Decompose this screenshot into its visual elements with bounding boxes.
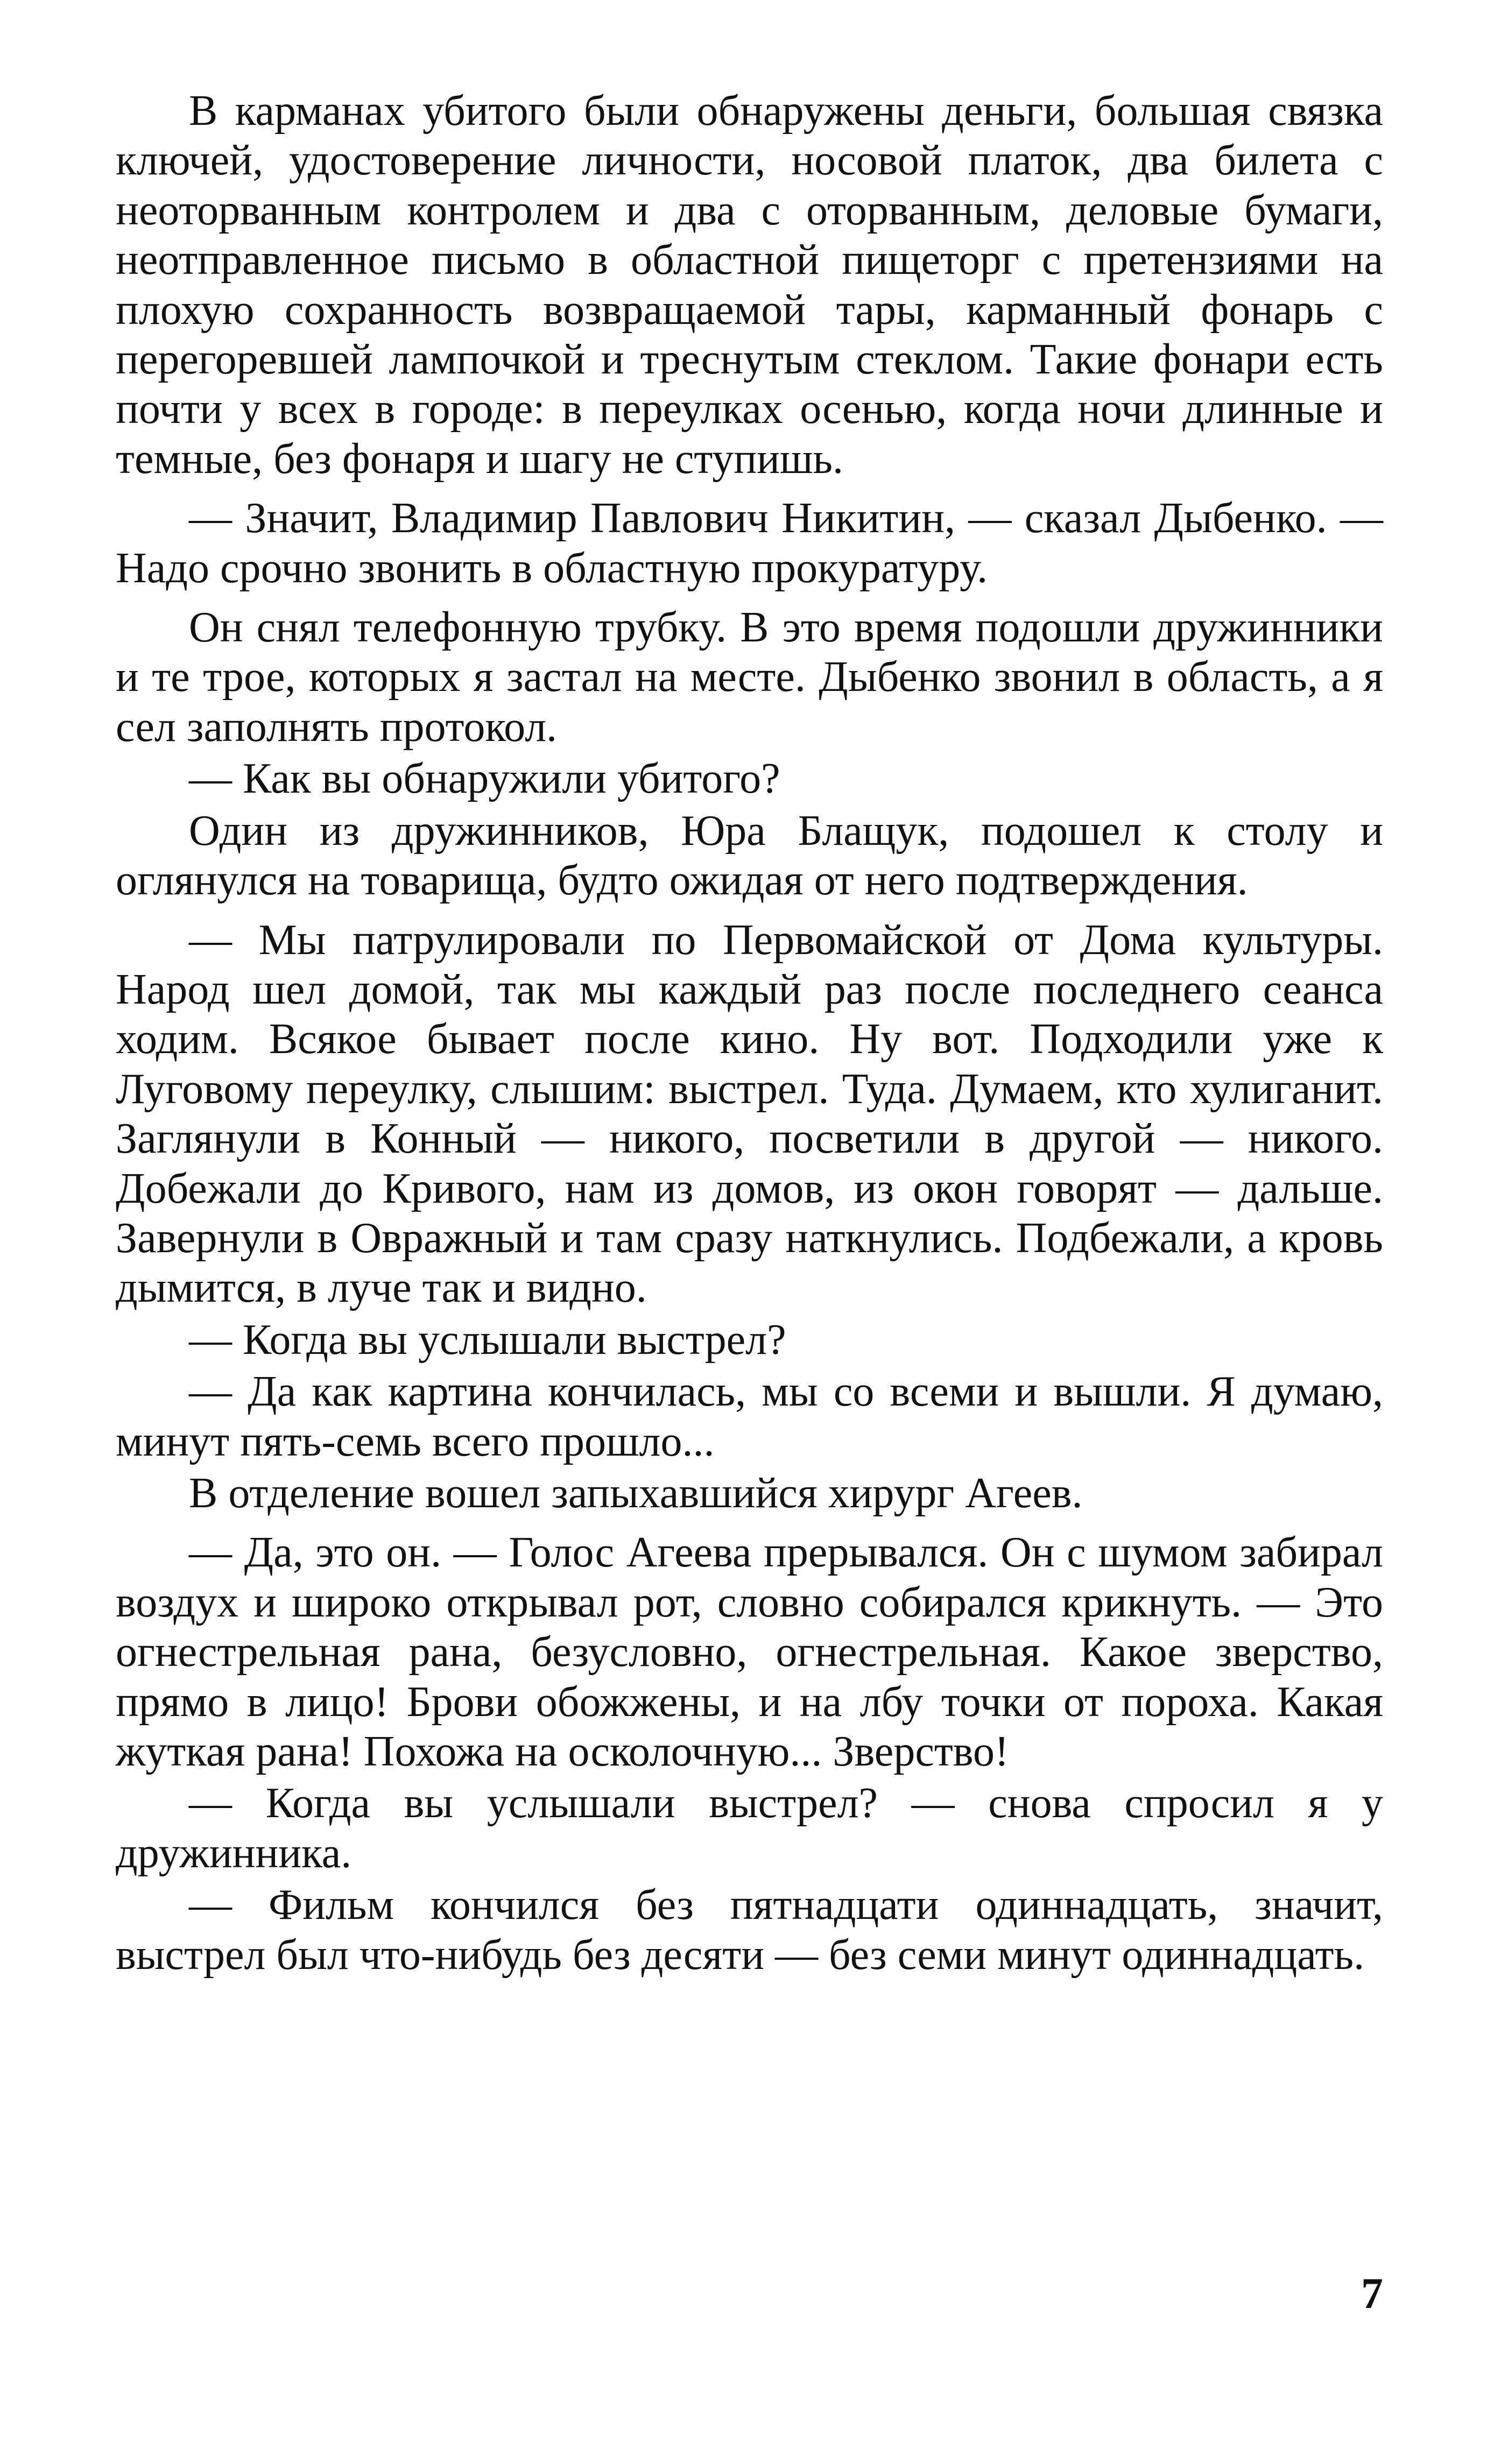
paragraph: Один из дружинников, Юра Блащук, подошел к столу и оглянулся на товарища, будто ожидая от него подтверждения. xyxy=(116,807,1383,905)
paragraph: — Фильм кончился без пятнадцати одиннадцать, значит, выстрел был что-нибудь без десяти — без семи минут одиннадцать. xyxy=(116,1881,1383,1979)
page-body xyxy=(116,86,1383,1980)
paragraph: В отделение вошел запыхавшийся хирург Агеев. xyxy=(189,1469,1083,1517)
paragraph: — Когда вы услышали выстрел? xyxy=(189,1316,786,1364)
paragraph: В карманах убитого были обнаружены деньги, большая связка ключей, удостоверение личности, носовой платок, два билета с неоторванным контролем и два с оторванным, деловые бумаги, неотправленное письмо в областной пищеторг с претензиями на плохую сохранность возвращаемой тары, карманный фонарь с перегоревшей лампочкой и треснутым стеклом. Такие фонари есть почти у всех в городе: в переулках осенью, когда ночи длинные и темные, без фонаря и шагу не ступишь. xyxy=(116,87,1383,483)
paragraph: — Мы патрулировали по Первомайской от Дома культуры. Народ шел домой, так мы каждый раз после последнего сеанса ходим. Всякое бывает после кино. Ну вот. Подходили уже к Луговому переулку, слышим: выстрел. Туда. Думаем, кто хулиганит. Заглянули в Конный — никого, посветили в другой — никого. Добежали до Кривого, нам из домов, из окон говорят — дальше. Завернули в Овражный и там сразу наткнулись. Подбежали, а кровь дымится, в луче так и видно. xyxy=(116,916,1383,1312)
paragraph: — Когда вы услышали выстрел? — снова спросил я у дружинника. xyxy=(116,1780,1383,1877)
page-number: 7 xyxy=(1361,2269,1383,2318)
paragraph: — Да как картина кончилась, мы со всеми и вышли. Я думаю, минут пять-семь всего прошло... xyxy=(116,1368,1383,1465)
paragraph: — Как вы обнаружили убитого? xyxy=(189,755,780,803)
paragraph: — Значит, Владимир Павлович Никитин, — сказал Дыбенко. — Надо срочно звонить в областную прокуратуру. xyxy=(116,495,1383,592)
paragraph: Он снял телефонную трубку. В это время подошли дружинники и те трое, которых я застал на месте. Дыбенко звонил в область, а я сел заполнять протокол. xyxy=(116,604,1383,751)
book-page xyxy=(116,86,1383,2400)
paragraph: — Да, это он. — Голос Агеева прерывался. Он с шумом забирал воздух и широко открывал рот, словно собирался крикнуть. — Это огнестрельная рана, безусловно, огнестрельная. Какое зверство, прямо в лицо! Брови обожжены, и на лбу точки от пороха. Какая жуткая рана! Похожа на осколочную... Зверство! xyxy=(116,1529,1383,1775)
